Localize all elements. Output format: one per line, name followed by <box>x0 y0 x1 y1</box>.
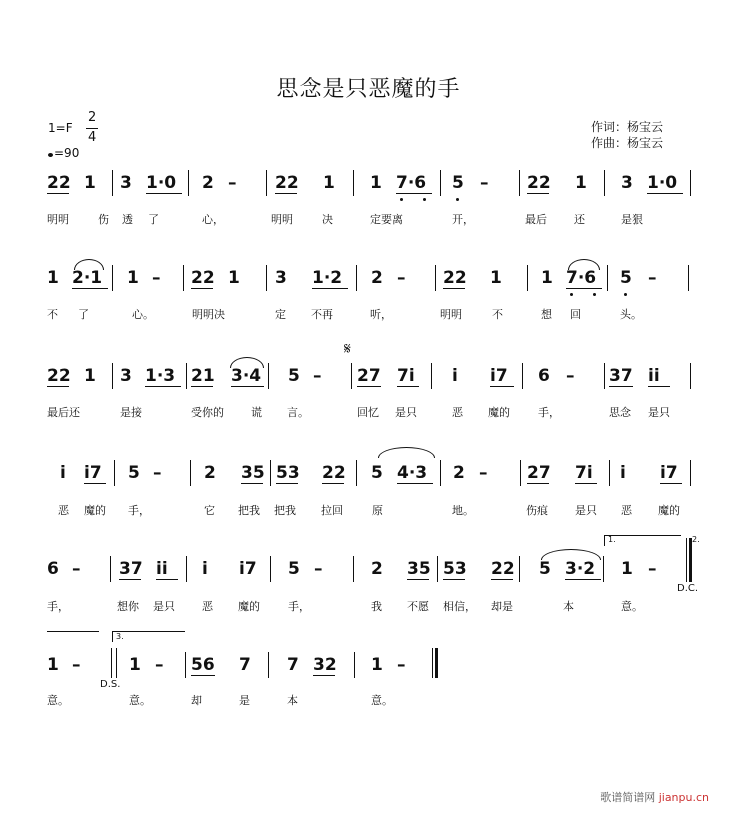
note-group: – <box>314 559 323 579</box>
lyric: 明明决 <box>192 308 225 321</box>
lyric: 最后 <box>525 213 547 226</box>
note-group: 5 <box>288 366 300 386</box>
lyric: 头。 <box>620 308 642 321</box>
lyric: 本 <box>563 600 574 613</box>
barline <box>112 363 113 389</box>
barline <box>186 556 187 582</box>
note-group: – <box>72 559 81 579</box>
barline <box>188 170 189 196</box>
slur <box>378 447 435 458</box>
barline <box>351 363 352 389</box>
lyric: 了 <box>148 213 159 226</box>
eighth-underline <box>119 579 141 580</box>
note-group: 1 <box>323 173 335 193</box>
note-group: 7·6 <box>396 173 427 193</box>
barline <box>356 265 357 291</box>
eighth-underline <box>527 193 549 194</box>
eighth-underline <box>566 288 602 289</box>
lyric: 最后还 <box>47 406 80 419</box>
eighth-underline <box>191 288 213 289</box>
lyric: 我 <box>371 600 382 613</box>
barline <box>112 265 113 291</box>
lower-octave-dot <box>400 198 403 201</box>
note-group: i <box>60 463 66 483</box>
lyric: 把我 <box>274 504 296 517</box>
eighth-underline <box>241 483 263 484</box>
note-group: 21 <box>191 366 215 386</box>
note-group: 1 <box>129 655 141 675</box>
lyric: 伤 <box>98 213 109 226</box>
note-group: 5 <box>288 559 300 579</box>
segno-icon: 𝄋 <box>344 339 351 358</box>
barline <box>607 265 608 291</box>
note-group: 1 <box>84 366 96 386</box>
barline <box>604 363 605 389</box>
lyric: 决 <box>322 213 333 226</box>
note-group: – <box>153 463 162 483</box>
barline <box>519 556 520 582</box>
lyric: 拉回 <box>321 504 343 517</box>
eighth-underline <box>72 288 108 289</box>
note-group: 2 <box>453 463 465 483</box>
barline <box>356 460 357 486</box>
lyric: 本 <box>287 694 298 707</box>
note-group: 1 <box>127 268 139 288</box>
note-group: – <box>648 559 657 579</box>
barline <box>353 556 354 582</box>
composer-credit: 作曲：杨宝云 <box>591 136 664 150</box>
lyric: 明明 <box>47 213 69 226</box>
barline <box>268 652 269 678</box>
barline <box>270 556 271 582</box>
note-group: 3·4 <box>231 366 262 386</box>
note-group: i7 <box>84 463 102 483</box>
lyric: 意。 <box>371 694 393 707</box>
note-group: 1·3 <box>145 366 176 386</box>
note-group: 3·2 <box>565 559 596 579</box>
barline <box>266 265 267 291</box>
note-group: 5 <box>452 173 464 193</box>
barline <box>609 460 610 486</box>
note-group: 1 <box>541 268 553 288</box>
note-group: 1 <box>47 655 59 675</box>
note-group: – <box>155 655 164 675</box>
barline <box>111 648 112 678</box>
barline <box>690 363 691 389</box>
eighth-underline <box>191 386 213 387</box>
lyric: 手， <box>288 600 310 613</box>
eighth-underline <box>443 288 465 289</box>
barline <box>268 363 269 389</box>
lyric: 回 <box>570 308 581 321</box>
lyric: 还 <box>574 213 585 226</box>
lyric: 却是 <box>491 600 513 613</box>
lower-octave-dot <box>593 293 596 296</box>
lyric: 想你 <box>117 600 139 613</box>
tempo-marking <box>48 146 79 160</box>
lyric: 恶 <box>202 600 213 613</box>
time-signature-bottom: 4 <box>88 130 97 145</box>
note-group: 1 <box>490 268 502 288</box>
barline <box>440 170 441 196</box>
lyric: 定要离 <box>370 213 403 226</box>
barline <box>186 363 187 389</box>
note-group: 1·2 <box>312 268 343 288</box>
barline <box>688 265 689 291</box>
eighth-underline <box>490 386 514 387</box>
eighth-underline <box>313 675 335 676</box>
watermark-site: jianpu.cn <box>658 791 709 804</box>
lyric: 是只 <box>648 406 670 419</box>
note-group: 3 <box>275 268 287 288</box>
note-group: 1·0 <box>647 173 678 193</box>
lower-octave-dot <box>456 198 459 201</box>
lyric: 恶 <box>621 504 632 517</box>
lyric: 定 <box>275 308 286 321</box>
eighth-underline <box>322 483 344 484</box>
note-group: i7 <box>239 559 257 579</box>
lyric: 恶 <box>58 504 69 517</box>
note-group: 22 <box>191 268 215 288</box>
barline <box>266 170 267 196</box>
note-group: 2·1 <box>72 268 103 288</box>
note-group: 37 <box>119 559 143 579</box>
note-group: 1 <box>371 655 383 675</box>
slur <box>74 259 104 270</box>
note-group: – <box>479 463 488 483</box>
note-group: 32 <box>313 655 337 675</box>
eighth-underline <box>660 483 682 484</box>
note-group: 5 <box>128 463 140 483</box>
eighth-underline <box>527 483 549 484</box>
note-group: ii <box>648 366 660 386</box>
lyric: 魔的 <box>658 504 680 517</box>
volta-line <box>47 631 99 632</box>
lyric: 不 <box>47 308 58 321</box>
eighth-underline <box>397 386 419 387</box>
volta-number: 3. <box>116 632 124 641</box>
eighth-underline <box>647 193 683 194</box>
note-group: 56 <box>191 655 215 675</box>
barline <box>183 265 184 291</box>
lyric: 恶 <box>452 406 463 419</box>
eighth-underline <box>575 483 597 484</box>
eighth-underline <box>407 579 429 580</box>
eighth-underline <box>231 386 264 387</box>
tempo-value: =90 <box>54 146 80 160</box>
lyric: 谎 <box>251 406 262 419</box>
note-group: 7i <box>575 463 593 483</box>
eighth-underline <box>397 483 433 484</box>
note-group: i <box>620 463 626 483</box>
note-group: 5 <box>620 268 632 288</box>
lyric: 听， <box>370 308 392 321</box>
note-group: 7 <box>239 655 251 675</box>
lyric: 是狠 <box>621 213 643 226</box>
lyric: 不 <box>492 308 503 321</box>
eighth-underline <box>145 386 181 387</box>
final-barline-thin <box>686 538 687 582</box>
note-group: 22 <box>47 173 71 193</box>
lyric: 了 <box>78 308 89 321</box>
lyric: 是只 <box>153 600 175 613</box>
eighth-underline <box>84 483 106 484</box>
lyric: 原 <box>372 504 383 517</box>
note-group: 35 <box>407 559 431 579</box>
barline <box>690 170 691 196</box>
note-group: i7 <box>490 366 508 386</box>
eighth-underline <box>47 386 69 387</box>
barline <box>110 556 111 582</box>
note-group: 3 <box>621 173 633 193</box>
note-group: 22 <box>527 173 551 193</box>
barline <box>435 265 436 291</box>
barline <box>603 556 604 582</box>
barline <box>690 460 691 486</box>
note-group: – <box>397 655 406 675</box>
eighth-underline <box>191 675 215 676</box>
barline <box>354 652 355 678</box>
barline <box>112 170 113 196</box>
eighth-underline <box>648 386 670 387</box>
note-group: – <box>72 655 81 675</box>
final-barline-thin <box>432 648 433 678</box>
note-group: 53 <box>276 463 300 483</box>
lyric: 是接 <box>120 406 142 419</box>
lyric: 回忆 <box>357 406 379 419</box>
lyric: 它 <box>204 504 215 517</box>
note-group: 5 <box>539 559 551 579</box>
lyric: 不愿 <box>407 600 429 613</box>
eighth-underline <box>156 579 178 580</box>
lyric: 手， <box>47 600 69 613</box>
lyric: 是 <box>239 694 250 707</box>
song-title: 思念是只恶魔的手 <box>276 77 461 102</box>
barline <box>604 170 605 196</box>
eighth-underline <box>443 579 465 580</box>
note-group: 22 <box>275 173 299 193</box>
lyric: 心， <box>202 213 224 226</box>
lyric: 相信， <box>443 600 476 613</box>
note-group: 1 <box>370 173 382 193</box>
final-barline-thick <box>435 648 438 678</box>
note-group: 1 <box>621 559 633 579</box>
lyric: 意。 <box>47 694 69 707</box>
lyric: 魔的 <box>488 406 510 419</box>
note-group: 6 <box>538 366 550 386</box>
note-group: 1·0 <box>146 173 177 193</box>
eighth-underline <box>396 193 432 194</box>
note-group: 1 <box>47 268 59 288</box>
eighth-underline <box>491 579 513 580</box>
slur <box>568 259 600 270</box>
lyric: 明明 <box>440 308 462 321</box>
eighth-underline <box>276 483 298 484</box>
lower-octave-dot <box>570 293 573 296</box>
lower-octave-dot <box>423 198 426 201</box>
note-group: 53 <box>443 559 467 579</box>
lyric: 意。 <box>129 694 151 707</box>
lyric: 思念 <box>609 406 631 419</box>
lyric: 是只 <box>395 406 417 419</box>
eighth-underline <box>47 193 69 194</box>
barline <box>353 170 354 196</box>
eighth-underline <box>312 288 348 289</box>
da-capo-marking: D.C. <box>677 583 699 594</box>
note-group: 4·3 <box>397 463 428 483</box>
eighth-underline <box>609 386 633 387</box>
note-group: 22 <box>491 559 515 579</box>
note-group: 37 <box>609 366 633 386</box>
note-group: – <box>397 268 406 288</box>
note-group: – <box>228 173 237 193</box>
note-group: 2 <box>204 463 216 483</box>
lyric: 不再 <box>311 308 333 321</box>
barline <box>116 648 117 678</box>
note-group: 35 <box>241 463 265 483</box>
lyric: 却 <box>191 694 202 707</box>
lyric: 透 <box>122 213 133 226</box>
time-signature-top: 2 <box>88 110 97 125</box>
eighth-underline <box>357 386 381 387</box>
eighth-underline <box>146 193 182 194</box>
barline <box>431 363 432 389</box>
note-group: 3 <box>120 366 132 386</box>
note-group: – <box>566 366 575 386</box>
time-signature-line <box>86 128 98 129</box>
lyric: 是只 <box>575 504 597 517</box>
note-group: ii <box>156 559 168 579</box>
final-barline-thick <box>689 538 692 582</box>
note-group: 7 <box>287 655 299 675</box>
volta-number: 1. <box>608 535 616 544</box>
note-group: 1 <box>228 268 240 288</box>
barline <box>190 460 191 486</box>
eighth-underline <box>565 579 601 580</box>
note-group: 2 <box>371 559 383 579</box>
note-group: 2 <box>371 268 383 288</box>
note-group: 22 <box>322 463 346 483</box>
lyric: 言。 <box>287 406 309 419</box>
key-signature: 1=F <box>48 121 73 135</box>
note-group: 5 <box>371 463 383 483</box>
dal-segno-marking: D.S. <box>100 679 121 690</box>
barline <box>440 460 441 486</box>
note-group: – <box>648 268 657 288</box>
barline <box>437 556 438 582</box>
barline <box>527 265 528 291</box>
note-group: i <box>202 559 208 579</box>
eighth-underline <box>275 193 297 194</box>
lyric: 开， <box>452 213 474 226</box>
lower-octave-dot <box>624 293 627 296</box>
watermark <box>600 789 709 805</box>
lyric: 地。 <box>452 504 474 517</box>
note-group: i <box>452 366 458 386</box>
note-group: – <box>480 173 489 193</box>
lyric: 魔的 <box>84 504 106 517</box>
lyricist-credit: 作词：杨宝云 <box>591 120 664 134</box>
note-group: 6 <box>47 559 59 579</box>
slur <box>541 549 601 560</box>
barline <box>519 170 520 196</box>
note-group: – <box>313 366 322 386</box>
volta-number: 2. <box>692 535 700 544</box>
note-group: 3 <box>120 173 132 193</box>
barline <box>270 460 271 486</box>
note-group: 27 <box>527 463 551 483</box>
lyric: 心。 <box>132 308 154 321</box>
note-group: 22 <box>47 366 71 386</box>
barline <box>522 363 523 389</box>
lyric: 手， <box>538 406 560 419</box>
note-group: 27 <box>357 366 381 386</box>
note-group: 1 <box>84 173 96 193</box>
lyric: 手， <box>128 504 150 517</box>
lyric: 意。 <box>621 600 643 613</box>
note-group: 7·6 <box>566 268 597 288</box>
lyric: 受你的 <box>191 406 224 419</box>
note-group: 22 <box>443 268 467 288</box>
barline <box>520 460 521 486</box>
lyric: 伤痕 <box>526 504 548 517</box>
note-group: – <box>152 268 161 288</box>
note-group: 1 <box>575 173 587 193</box>
lyric: 想 <box>541 308 552 321</box>
quarter-note-icon <box>48 153 53 157</box>
lyric: 明明 <box>271 213 293 226</box>
note-group: 7i <box>397 366 415 386</box>
slur <box>230 357 264 368</box>
note-group: i7 <box>660 463 678 483</box>
watermark-text: 歌谱简谱网 <box>600 791 656 804</box>
barline <box>114 460 115 486</box>
lyric: 把我 <box>238 504 260 517</box>
note-group: 2 <box>202 173 214 193</box>
lyric: 魔的 <box>238 600 260 613</box>
barline <box>185 652 186 678</box>
